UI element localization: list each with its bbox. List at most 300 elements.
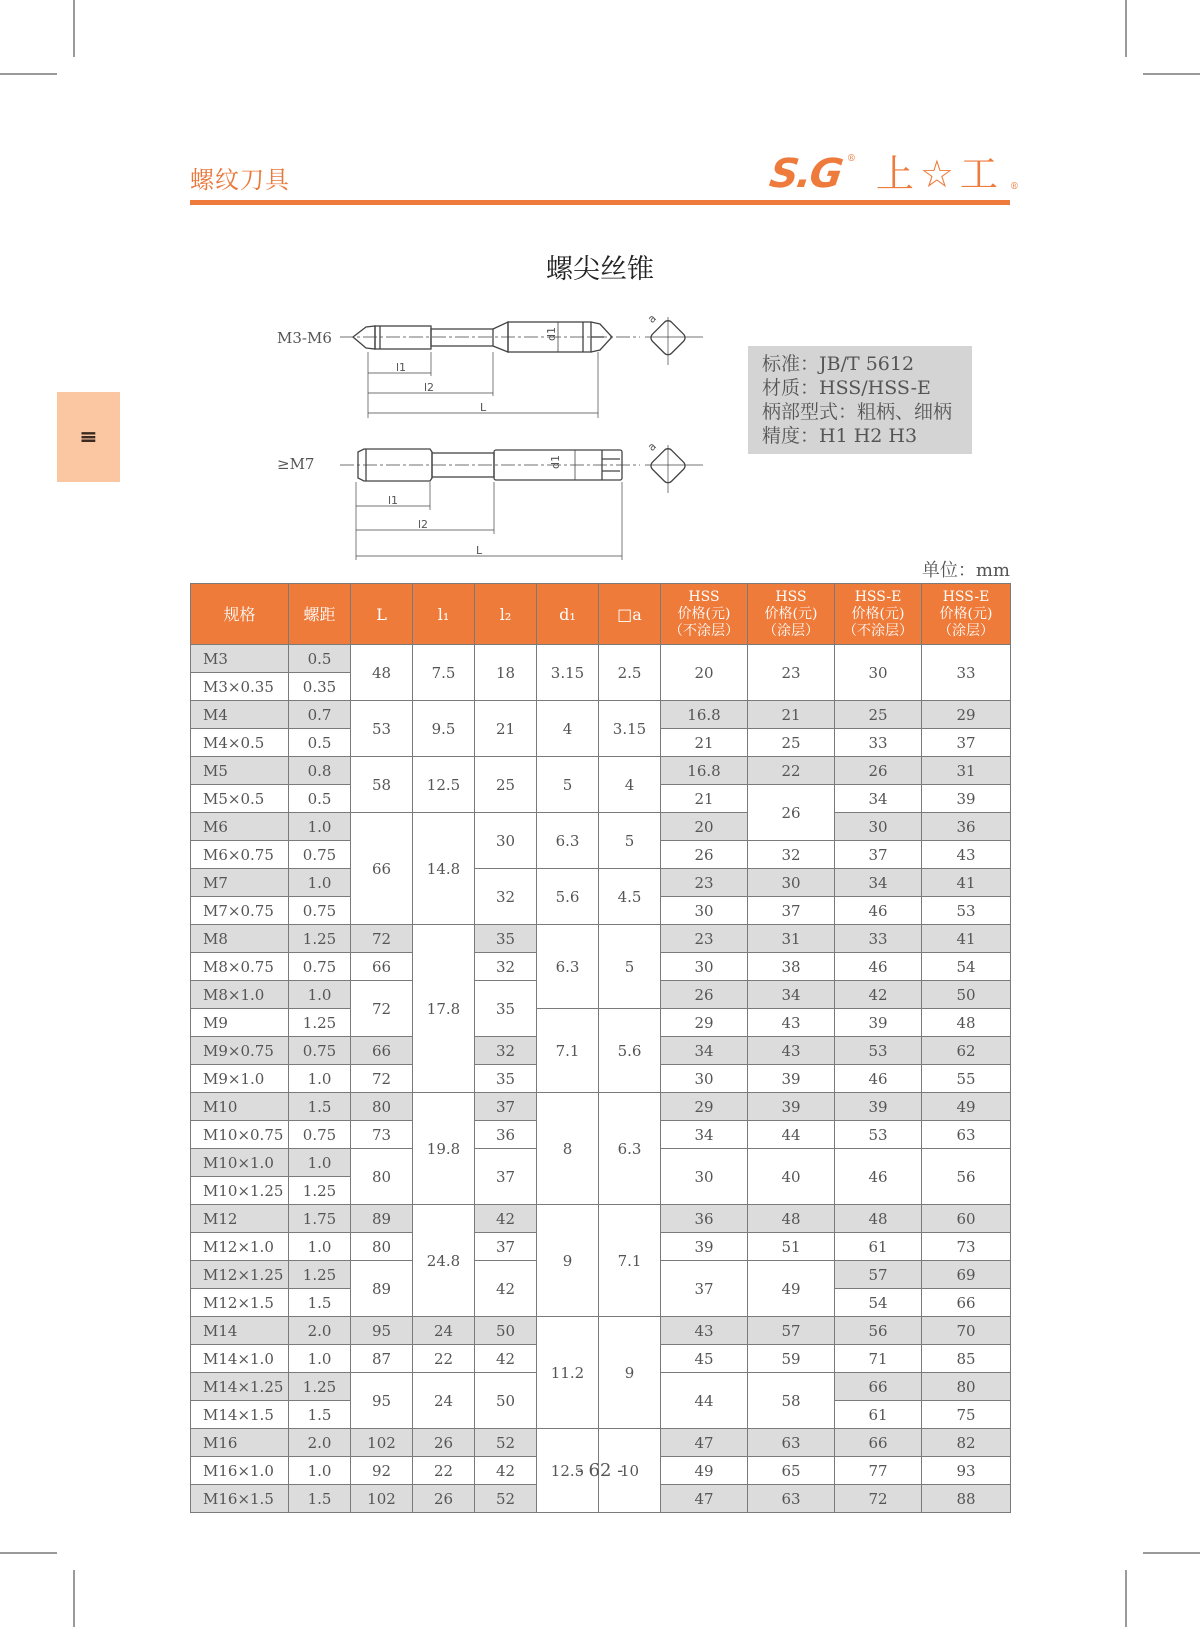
cell-price: 47	[661, 1485, 748, 1513]
cell-spec: M3	[191, 645, 289, 673]
cell-spec: M16×1.5	[191, 1485, 289, 1513]
cell-spec: M14×1.5	[191, 1401, 289, 1429]
cell-price: 70	[922, 1317, 1011, 1345]
cell-price: 39	[835, 1009, 922, 1037]
header-line: （涂层）	[763, 622, 819, 639]
cell-price: 63	[748, 1485, 835, 1513]
cell-l2: 36	[475, 1121, 537, 1149]
cell-price: 44	[661, 1373, 748, 1429]
svg-text:l1: l1	[388, 494, 399, 507]
cell-price: 31	[748, 925, 835, 953]
cell-pitch: 0.5	[289, 729, 351, 757]
svg-text:a: a	[644, 311, 659, 326]
cell-pitch: 2.0	[289, 1317, 351, 1345]
cell-price: 69	[922, 1261, 1011, 1289]
cell-price: 41	[922, 869, 1011, 897]
cell-L: 66	[351, 813, 413, 925]
header-line: （涂层）	[938, 622, 994, 639]
cell-price: 39	[922, 785, 1011, 813]
cell-price: 43	[661, 1317, 748, 1345]
cell-price: 25	[835, 701, 922, 729]
col-header-hss-uncoated	[661, 584, 748, 645]
cell-price: 61	[835, 1233, 922, 1261]
cell-price: 22	[748, 757, 835, 785]
cell-l1: 19.8	[413, 1093, 475, 1205]
cell-spec: M3×0.35	[191, 673, 289, 701]
cell-price: 48	[922, 1009, 1011, 1037]
col-header-a: □a	[599, 584, 661, 645]
cell-a: 5	[599, 925, 661, 1009]
cell-L: 80	[351, 1149, 413, 1205]
cell-price: 42	[835, 981, 922, 1009]
cell-pitch: 1.75	[289, 1205, 351, 1233]
cell-price: 55	[922, 1065, 1011, 1093]
cell-d1: 12.5	[537, 1429, 599, 1513]
cell-l2: 42	[475, 1345, 537, 1373]
header-line: （不涂层）	[669, 622, 739, 639]
cell-price: 34	[661, 1121, 748, 1149]
header-line: HSS-E	[942, 588, 990, 605]
cell-l2: 35	[475, 981, 537, 1037]
svg-text:d1: d1	[549, 455, 562, 469]
header-line: 价格(元)	[939, 605, 993, 622]
cell-a: 5.6	[599, 1009, 661, 1093]
cell-a: 3.15	[599, 701, 661, 757]
cell-price: 45	[661, 1345, 748, 1373]
cell-price: 38	[748, 953, 835, 981]
cell-spec: M10×1.25	[191, 1177, 289, 1205]
cell-spec: M16×1.0	[191, 1457, 289, 1485]
cell-L: 73	[351, 1121, 413, 1149]
cell-spec: M6×0.75	[191, 841, 289, 869]
cell-spec: M9×1.0	[191, 1065, 289, 1093]
cell-price: 53	[922, 897, 1011, 925]
cell-price: 66	[922, 1289, 1011, 1317]
cell-price: 29	[661, 1009, 748, 1037]
logo-chinese-name: 上☆工	[875, 152, 1004, 196]
cell-pitch: 1.0	[289, 869, 351, 897]
cell-l2: 35	[475, 925, 537, 953]
standard-text: 标准：JB/T 5612	[762, 353, 915, 375]
cell-spec: M9	[191, 1009, 289, 1037]
table-row	[191, 1429, 1011, 1457]
cell-price: 40	[748, 1149, 835, 1205]
cell-L: 66	[351, 953, 413, 981]
cell-price: 43	[748, 1037, 835, 1065]
cell-price: 20	[661, 645, 748, 701]
cell-L: 72	[351, 981, 413, 1037]
cell-price: 46	[835, 1149, 922, 1205]
cell-l2: 35	[475, 1065, 537, 1093]
cell-L: 66	[351, 1037, 413, 1065]
diagram-label-large: ≥M7	[277, 455, 315, 473]
cell-a: 5	[599, 813, 661, 869]
cell-l1: 24.8	[413, 1205, 475, 1317]
cell-pitch: 0.5	[289, 785, 351, 813]
cell-l2: 25	[475, 757, 537, 813]
table-row	[191, 813, 1011, 841]
table-row	[191, 645, 1011, 673]
cell-pitch: 0.75	[289, 897, 351, 925]
cell-price: 26	[661, 841, 748, 869]
cell-pitch: 1.0	[289, 1149, 351, 1177]
cell-price: 49	[661, 1457, 748, 1485]
col-header-pitch: 螺距	[289, 584, 351, 645]
spec-table	[190, 583, 1011, 1513]
cell-l2: 37	[475, 1233, 537, 1261]
cell-spec: M10×0.75	[191, 1121, 289, 1149]
cell-price: 56	[835, 1317, 922, 1345]
cell-price: 26	[835, 757, 922, 785]
cell-price: 31	[922, 757, 1011, 785]
header-line: HSS	[775, 588, 807, 605]
cell-price: 37	[922, 729, 1011, 757]
cell-price: 23	[661, 869, 748, 897]
header-line: 价格(元)	[677, 605, 731, 622]
cell-price: 29	[661, 1093, 748, 1121]
cell-pitch: 1.25	[289, 1009, 351, 1037]
cell-price: 36	[922, 813, 1011, 841]
cell-price: 49	[922, 1093, 1011, 1121]
cell-price: 53	[835, 1037, 922, 1065]
cell-pitch: 0.75	[289, 841, 351, 869]
cell-pitch: 1.0	[289, 1065, 351, 1093]
cell-pitch: 1.5	[289, 1093, 351, 1121]
cell-spec: M12	[191, 1205, 289, 1233]
cell-spec: M14	[191, 1317, 289, 1345]
cell-d1: 4	[537, 701, 599, 757]
cell-pitch: 1.0	[289, 981, 351, 1009]
cell-pitch: 1.5	[289, 1485, 351, 1513]
cell-price: 47	[661, 1429, 748, 1457]
cell-l1: 24	[413, 1317, 475, 1345]
cell-price: 23	[748, 645, 835, 701]
cell-d1: 7.1	[537, 1009, 599, 1093]
cell-pitch: 0.75	[289, 953, 351, 981]
cell-spec: M8	[191, 925, 289, 953]
cell-price: 37	[835, 841, 922, 869]
cell-price: 48	[748, 1205, 835, 1233]
cell-L: 72	[351, 925, 413, 953]
crop-mark	[0, 1552, 57, 1554]
cell-price: 54	[922, 953, 1011, 981]
cell-price: 46	[835, 1065, 922, 1093]
cell-price: 33	[922, 645, 1011, 701]
cell-price: 26	[748, 785, 835, 841]
cell-price: 72	[835, 1485, 922, 1513]
cell-l1: 22	[413, 1345, 475, 1373]
logo-mark: S.G	[766, 151, 845, 197]
cell-price: 34	[748, 981, 835, 1009]
cell-price: 58	[748, 1373, 835, 1429]
cell-price: 43	[922, 841, 1011, 869]
cell-l2: 32	[475, 953, 537, 981]
cell-price: 34	[661, 1037, 748, 1065]
cell-price: 21	[661, 785, 748, 813]
cell-spec: M5	[191, 757, 289, 785]
cell-pitch: 2.0	[289, 1429, 351, 1457]
cell-price: 59	[748, 1345, 835, 1373]
cell-pitch: 1.0	[289, 813, 351, 841]
shank-type-text: 柄部型式：粗柄、细柄	[762, 401, 953, 423]
cell-spec: M10×1.0	[191, 1149, 289, 1177]
cell-l1: 7.5	[413, 645, 475, 701]
header-line: HSS-E	[854, 588, 902, 605]
cell-L: 80	[351, 1233, 413, 1261]
cell-L: 48	[351, 645, 413, 701]
cell-L: 89	[351, 1205, 413, 1233]
col-header-spec: 规格	[191, 584, 289, 645]
precision-text: 精度：H1 H2 H3	[762, 425, 918, 447]
cell-pitch: 1.5	[289, 1289, 351, 1317]
cell-L: 95	[351, 1317, 413, 1345]
cell-price: 49	[748, 1261, 835, 1317]
col-header-hss-coated	[748, 584, 835, 645]
table-row	[191, 1205, 1011, 1233]
cell-l2: 37	[475, 1093, 537, 1121]
cell-price: 60	[922, 1205, 1011, 1233]
cell-pitch: 0.7	[289, 701, 351, 729]
cell-l2: 50	[475, 1373, 537, 1429]
cell-price: 44	[748, 1121, 835, 1149]
col-header-L: L	[351, 584, 413, 645]
cell-price: 39	[661, 1233, 748, 1261]
cell-pitch: 0.35	[289, 673, 351, 701]
cell-price: 61	[835, 1401, 922, 1429]
cell-price: 32	[748, 841, 835, 869]
crop-mark	[1125, 1570, 1127, 1627]
cell-d1: 6.3	[537, 813, 599, 869]
cell-L: 102	[351, 1485, 413, 1513]
cell-l2: 42	[475, 1457, 537, 1485]
tap-drawing	[0, 0, 1200, 580]
svg-text:l1: l1	[396, 361, 407, 374]
cell-price: 66	[835, 1429, 922, 1457]
cell-pitch: 1.25	[289, 1373, 351, 1401]
cell-price: 37	[748, 897, 835, 925]
col-header-l1: l₁	[413, 584, 475, 645]
cell-d1: 9	[537, 1205, 599, 1317]
cell-price: 82	[922, 1429, 1011, 1457]
cell-l2: 50	[475, 1317, 537, 1345]
cell-price: 16.8	[661, 701, 748, 729]
cell-price: 20	[661, 813, 748, 841]
cell-l2: 18	[475, 645, 537, 701]
crop-mark	[73, 1570, 75, 1627]
cell-spec: M12×1.5	[191, 1289, 289, 1317]
cell-l2: 21	[475, 701, 537, 757]
cell-l2: 42	[475, 1261, 537, 1317]
cell-price: 56	[922, 1149, 1011, 1205]
cell-L: 80	[351, 1093, 413, 1121]
cell-price: 75	[922, 1401, 1011, 1429]
header-line: 价格(元)	[851, 605, 905, 622]
cell-price: 34	[835, 869, 922, 897]
cell-price: 46	[835, 953, 922, 981]
cell-d1: 5	[537, 757, 599, 813]
cell-price: 37	[661, 1261, 748, 1317]
cell-price: 30	[661, 953, 748, 981]
cell-spec: M8×0.75	[191, 953, 289, 981]
cell-l2: 30	[475, 813, 537, 869]
table-row	[191, 1093, 1011, 1121]
cell-price: 30	[661, 1065, 748, 1093]
cell-spec: M7×0.75	[191, 897, 289, 925]
cell-d1: 8	[537, 1093, 599, 1205]
cell-l2: 32	[475, 1037, 537, 1065]
header-line: 价格(元)	[764, 605, 818, 622]
cell-price: 39	[835, 1093, 922, 1121]
cell-L: 53	[351, 701, 413, 757]
cell-pitch: 1.5	[289, 1401, 351, 1429]
cell-price: 21	[748, 701, 835, 729]
cell-spec: M10	[191, 1093, 289, 1121]
table-row	[191, 757, 1011, 785]
cell-price: 21	[661, 729, 748, 757]
cell-price: 57	[835, 1261, 922, 1289]
cell-l2: 52	[475, 1485, 537, 1513]
menu-icon: ≡	[79, 424, 98, 450]
cell-L: 102	[351, 1429, 413, 1457]
unit-label: 单位：mm	[921, 560, 1010, 581]
cell-l1: 9.5	[413, 701, 475, 757]
cell-price: 30	[835, 645, 922, 701]
svg-text:l2: l2	[424, 381, 435, 394]
cell-spec: M7	[191, 869, 289, 897]
cell-price: 73	[922, 1233, 1011, 1261]
cell-price: 46	[835, 897, 922, 925]
cell-a: 9	[599, 1317, 661, 1429]
cell-pitch: 1.0	[289, 1457, 351, 1485]
cell-price: 30	[661, 897, 748, 925]
cell-price: 39	[748, 1093, 835, 1121]
col-header-hsse-coated	[922, 584, 1011, 645]
cell-pitch: 1.0	[289, 1345, 351, 1373]
cell-d1: 5.6	[537, 869, 599, 925]
svg-text:d1: d1	[545, 327, 558, 341]
cell-price: 54	[835, 1289, 922, 1317]
cell-l2: 32	[475, 869, 537, 925]
cell-l1: 12.5	[413, 757, 475, 813]
cell-l1: 14.8	[413, 813, 475, 925]
cell-pitch: 1.25	[289, 1177, 351, 1205]
cell-pitch: 0.8	[289, 757, 351, 785]
cell-spec: M12×1.0	[191, 1233, 289, 1261]
cell-price: 41	[922, 925, 1011, 953]
cell-a: 6.3	[599, 1093, 661, 1205]
cell-a: 4	[599, 757, 661, 813]
cell-price: 33	[835, 729, 922, 757]
cell-spec: M5×0.5	[191, 785, 289, 813]
cell-pitch: 0.5	[289, 645, 351, 673]
svg-text:l2: l2	[418, 518, 429, 531]
cell-price: 29	[922, 701, 1011, 729]
cell-a: 2.5	[599, 645, 661, 701]
cell-price: 26	[661, 981, 748, 1009]
cell-spec: M8×1.0	[191, 981, 289, 1009]
cell-spec: M14×1.25	[191, 1373, 289, 1401]
col-header-d1: d₁	[537, 584, 599, 645]
page-number: - 62 -	[576, 1460, 624, 1481]
cell-pitch: 1.25	[289, 1261, 351, 1289]
cell-spec: M4	[191, 701, 289, 729]
cell-pitch: 0.75	[289, 1121, 351, 1149]
cell-d1: 6.3	[537, 925, 599, 1009]
cell-price: 30	[748, 869, 835, 897]
cell-spec: M12×1.25	[191, 1261, 289, 1289]
cell-spec: M6	[191, 813, 289, 841]
cell-price: 85	[922, 1345, 1011, 1373]
svg-text:L: L	[476, 544, 483, 557]
cell-pitch: 1.25	[289, 925, 351, 953]
cell-price: 16.8	[661, 757, 748, 785]
cell-price: 30	[661, 1149, 748, 1205]
cell-price: 71	[835, 1345, 922, 1373]
cell-price: 36	[661, 1205, 748, 1233]
registered-mark: ®	[846, 154, 856, 164]
cell-price: 23	[661, 925, 748, 953]
cell-pitch: 1.0	[289, 1233, 351, 1261]
table-row	[191, 1009, 1011, 1037]
cell-price: 51	[748, 1233, 835, 1261]
cell-l1: 17.8	[413, 925, 475, 1093]
section-title: 螺纹刀具	[190, 166, 290, 194]
table-row	[191, 925, 1011, 953]
header-line: （不涂层）	[843, 622, 913, 639]
cell-price: 77	[835, 1457, 922, 1485]
cell-price: 63	[748, 1429, 835, 1457]
cell-l1: 26	[413, 1485, 475, 1513]
col-header-hsse-uncoated	[835, 584, 922, 645]
page-title: 螺尖丝锥	[546, 254, 654, 285]
cell-price: 33	[835, 925, 922, 953]
registered-mark: ®	[1009, 182, 1019, 192]
cell-L: 58	[351, 757, 413, 813]
cell-price: 63	[922, 1121, 1011, 1149]
cell-l2: 52	[475, 1429, 537, 1457]
cell-price: 50	[922, 981, 1011, 1009]
cell-price: 39	[748, 1065, 835, 1093]
cell-price: 66	[835, 1373, 922, 1401]
cell-l1: 22	[413, 1457, 475, 1485]
cell-price: 65	[748, 1457, 835, 1485]
cell-d1: 3.15	[537, 645, 599, 701]
col-header-l2: l₂	[475, 584, 537, 645]
cell-L: 87	[351, 1345, 413, 1373]
cell-l2: 42	[475, 1205, 537, 1233]
cell-pitch: 0.75	[289, 1037, 351, 1065]
table-row	[191, 1317, 1011, 1345]
cell-l1: 26	[413, 1429, 475, 1457]
material-text: 材质：HSS/HSS-E	[762, 377, 931, 399]
table-row	[191, 869, 1011, 897]
header-line: HSS	[688, 588, 720, 605]
cell-L: 92	[351, 1457, 413, 1485]
cell-l2: 37	[475, 1149, 537, 1205]
table-header-row	[191, 584, 1011, 645]
svg-text:L: L	[480, 401, 487, 414]
crop-mark	[1143, 1552, 1200, 1554]
cell-price: 30	[835, 813, 922, 841]
cell-price: 62	[922, 1037, 1011, 1065]
cell-L: 72	[351, 1065, 413, 1093]
cell-spec: M14×1.0	[191, 1345, 289, 1373]
cell-a: 10	[599, 1429, 661, 1513]
cell-spec: M4×0.5	[191, 729, 289, 757]
table-row	[191, 701, 1011, 729]
cell-d1: 11.2	[537, 1317, 599, 1429]
cell-price: 34	[835, 785, 922, 813]
